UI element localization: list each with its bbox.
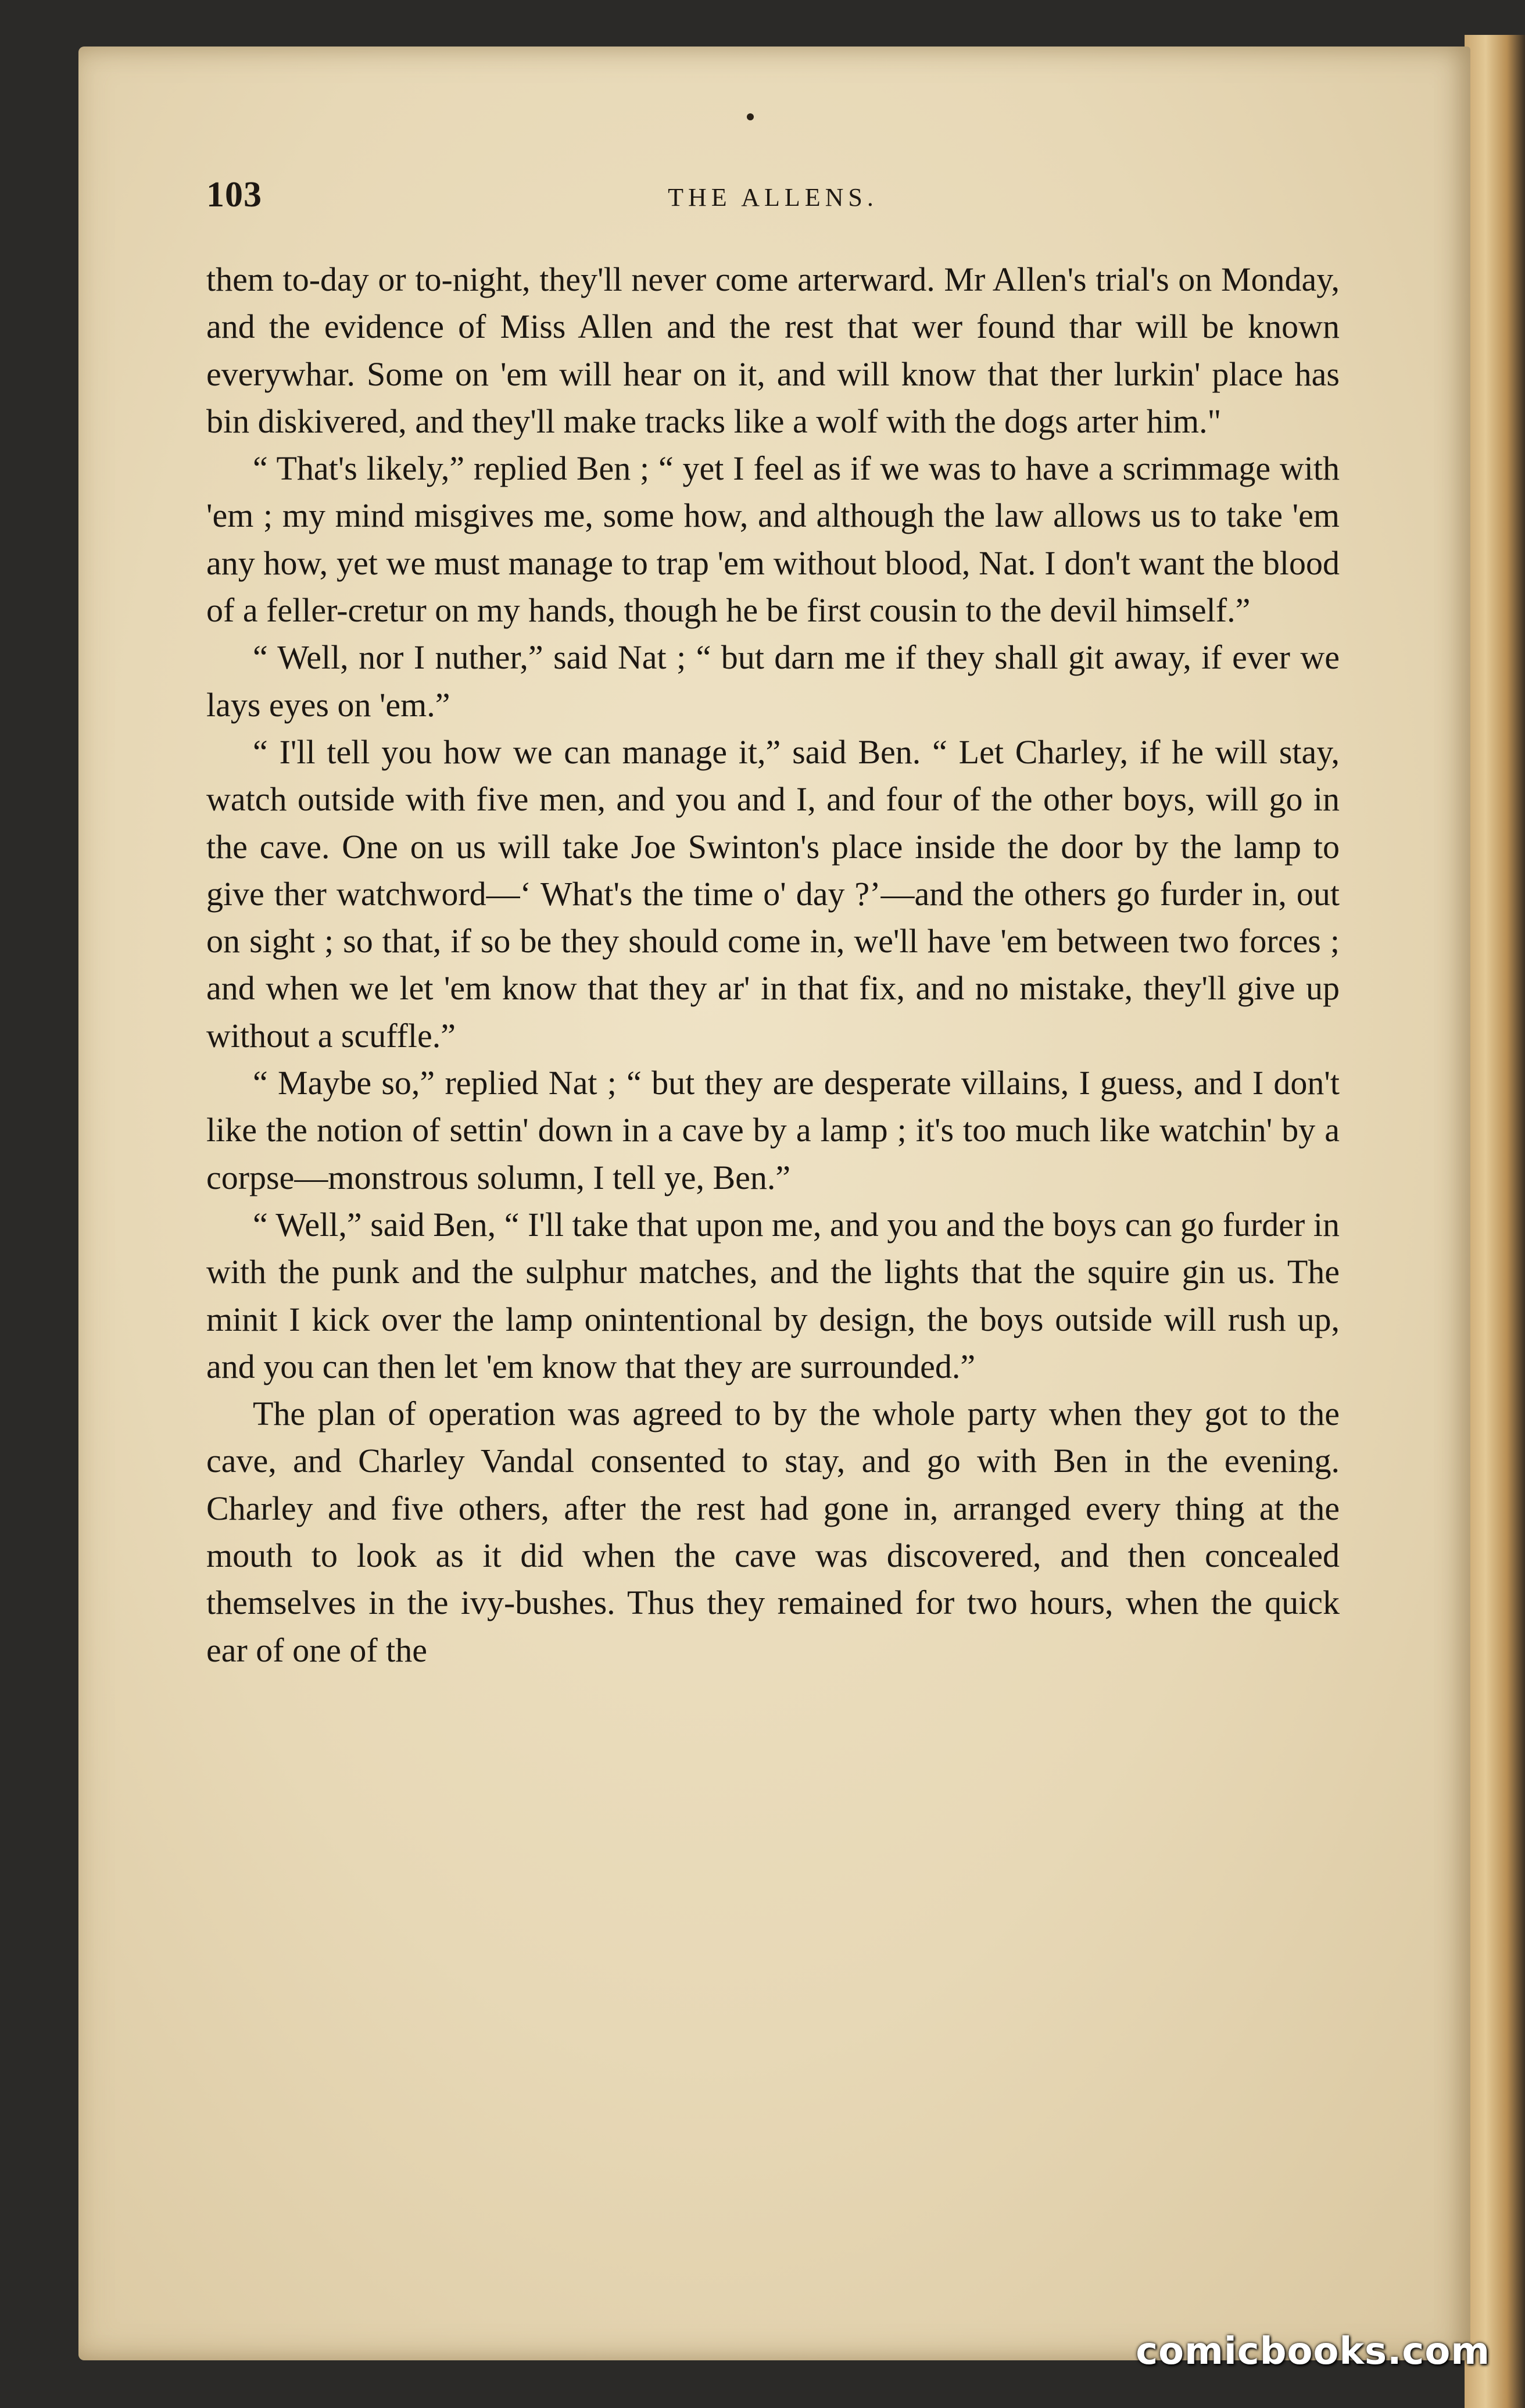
paragraph: “ Maybe so,” replied Nat ; “ but they are desperate villains, I guess, and I don't like the notion of settin' down in a cave by a lamp ; it's too much like watchin' by a corpse—monstrous solumn, I tell ye, Ben.”: [206, 1064, 1340, 1196]
body-text: [206, 256, 1340, 1674]
printing-speck: [747, 113, 754, 120]
paragraph: The plan of operation was agreed to by the whole party when they got to the cave, and Charley Vandal consented to stay, and go with Ben in the evening. Charley and five others, after the rest had gone in, arranged every thing at the mouth to look as it did when the cave was discovered, and then concealed themselves in the ivy-bushes. Thus they remained for two hours, when the quick ear of one of the: [206, 1395, 1340, 1669]
paragraph: “ That's likely,” replied Ben ; “ yet I feel as if we was to have a scrimmage with 'em ; my mind misgives me, some how, and although the law allows us to take 'em any how, yet we must manage to trap 'em without blood, Nat. I don't want the blood of a feller-cretur on my hands, though he be first cousin to the devil himself.”: [206, 449, 1340, 630]
paragraph: “ Well, nor I nuther,” said Nat ; “ but darn me if they shall git away, if ever we lays eyes on 'em.”: [206, 638, 1340, 724]
page-header: [206, 174, 1340, 221]
book-spine-edge: [1465, 35, 1525, 2408]
page-number: 103: [206, 175, 262, 215]
paragraph: “ Well,” said Ben, “ I'll take that upon me, and you and the boys can go furder in with the punk and the sulphur matches, and the lights that the squire gin us. The minit I kick over the lamp onintentional by design, the boys outside will rush up, and you can then let 'em know that they are surrounded.”: [206, 1205, 1340, 1385]
running-title: THE ALLENS.: [668, 183, 878, 212]
paragraph: them to-day or to-night, they'll never come arterward. Mr Allen's trial's on Monday, and the evidence of Miss Allen and the rest that wer found thar will be known everywhar. Some on 'em will hear on it, and will know that ther lurkin' place has bin diskivered, and they'll make tracks like a wolf with the dogs arter him.": [206, 260, 1340, 440]
site-watermark: comicbooks.com: [1136, 2330, 1490, 2373]
paragraph: “ I'll tell you how we can manage it,” said Ben. “ Let Charley, if he will stay, watch outside with five men, and you and I, and four of the other boys, will go in the cave. One on us will take Joe Swinton's place inside the door by the lamp to give ther watchword—‘ What's the time o' day ?’—and the others go furder in, out on sight ; so that, if so be they should come in, we'll have 'em between two forces ; and when we let 'em know that they ar' in that fix, and no mistake, they'll give up without a scuffle.”: [206, 733, 1340, 1055]
